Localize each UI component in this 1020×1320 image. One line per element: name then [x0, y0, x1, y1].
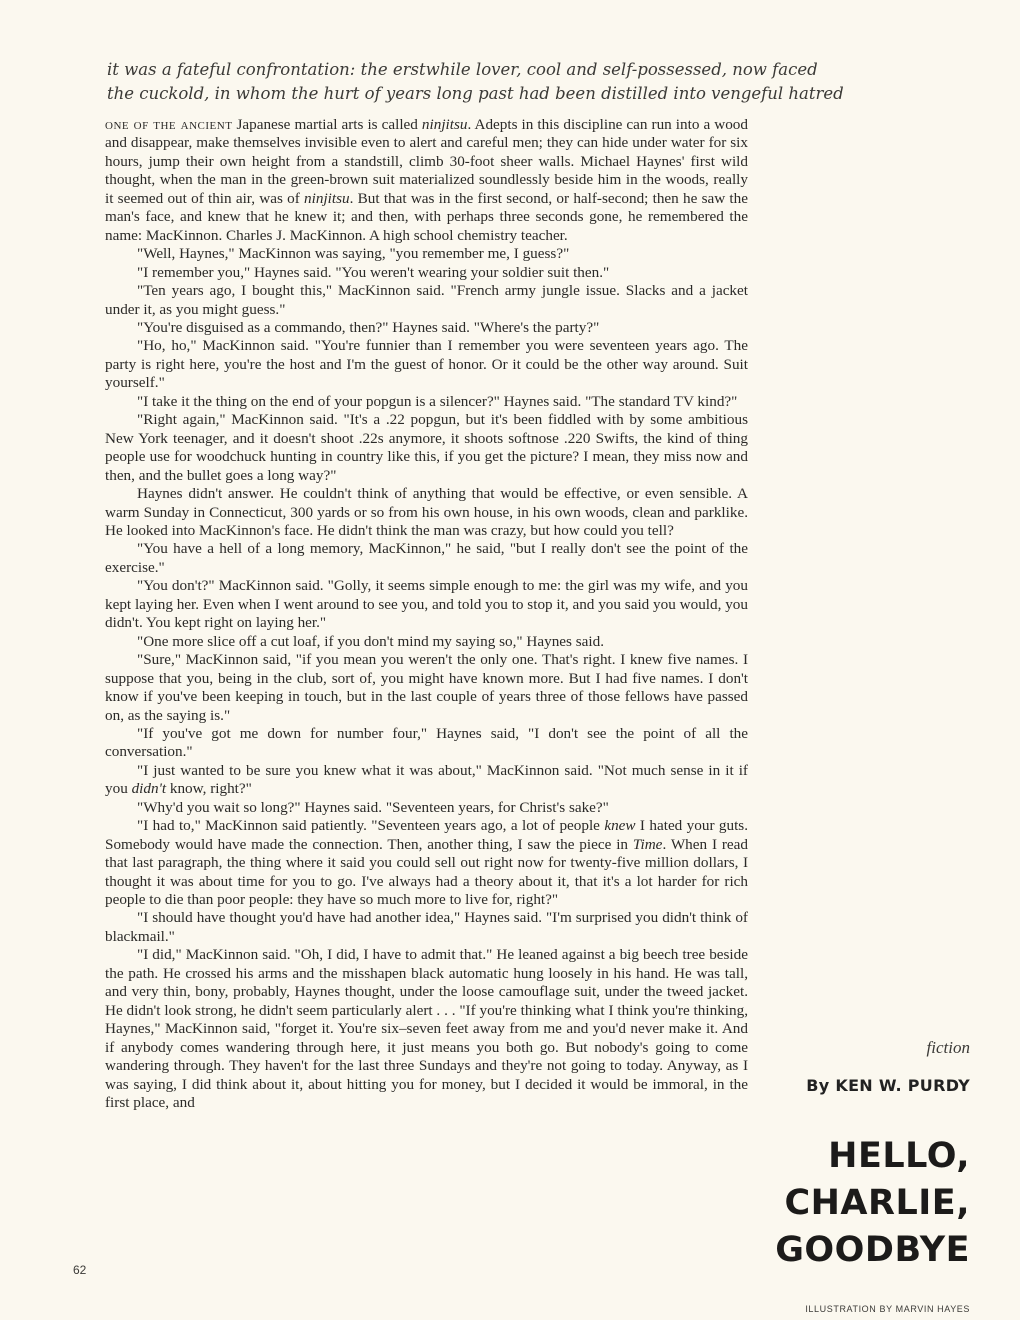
paragraph: "I remember you," Haynes said. "You weren't wearing your soldier suit then."	[137, 263, 610, 281]
paragraph	[105, 817, 748, 909]
paragraph: "You're disguised as a commando, then?" Haynes said. "Where's the party?"	[137, 318, 600, 336]
emphasis: ninjitsu	[304, 189, 350, 207]
byline: By KEN W. PURDY	[806, 1076, 970, 1095]
story-title	[760, 1133, 970, 1274]
paragraph: "You don't?" MacKinnon said. "Golly, it seems simple enough to me: the girl was my wife, and you kept laying her. Even when I went around to see you, and told you to stop it, and you said you would, you didn't. You kept right on laying her."	[105, 577, 748, 632]
paragraph	[105, 116, 748, 245]
paragraph: "Sure," MacKinnon said, "if you mean you weren't the only one. That's right. I knew five names. I suppose that you, being in the club, sort of, you might have known more. But I had five names. I don't know if you've been keeping in touch, but in the last couple of years three of those fellows have passed on, as the saying is."	[105, 651, 748, 724]
paragraph: "Ho, ho," MacKinnon said. "You're funnier than I remember you were seventeen years ago. The party is right here, you're the host and I'm the guest of honor. Or it could be the other way around. Suit yourself."	[105, 337, 748, 392]
title-block	[760, 1030, 970, 1314]
paragraph: "If you've got me down for number four," Haynes said, "I don't see the point of all the conversation."	[105, 724, 748, 761]
text-run: "I just wanted to be sure you knew what it was about," MacKinnon said. "Not much sense in it if you	[105, 761, 748, 798]
text-run: Japanese martial arts is called	[232, 116, 422, 133]
paragraph: "I should have thought you'd have had another idea," Haynes said. "I'm surprised you didn't think of blackmail."	[105, 909, 748, 945]
text-run: "I had to," MacKinnon said patiently. "Seventeen years ago, a lot of people	[137, 817, 605, 835]
text-run: know, right?"	[166, 780, 252, 798]
emphasis: ninjitsu	[421, 116, 468, 133]
paragraph: "I did," MacKinnon said. "Oh, I did, I have to admit that." He leaned against a big beech tree beside the path. He crossed his arms and the misshapen black automatic hung loosely in his hand. He was tall, and very thin, bony, probably, Haynes thought, under the loose camouflage suit, under the tweed jacket. He didn't look strong, he didn't seem particularly alert . . . "If you're thinking what I think you're thinking, Haynes," MacKinnon said, "forget it. You're six–seven feet away from me and you'd never make it. And if anybody comes wandering through here, it just means you both go. But nobody's going to come wandering through. They haven't for the last three Sundays and they're not going to today. Anyway, as I was saying, I did think about it, about hitting you for money, but I decided it would be immoral, in the first place, and	[105, 946, 748, 1112]
paragraph	[105, 762, 748, 799]
paragraph: "You have a hell of a long memory, MacKinnon," he said, "but I really don't see the point of the exercise."	[105, 540, 748, 576]
paragraph: "I take it the thing on the end of your popgun is a silencer?" Haynes said. "The standard TV kind?"	[137, 392, 738, 410]
lede-blurb	[107, 58, 844, 106]
lede-line: the cuckold, in whom the hurt of years long past had been distilled into vengeful hatred	[107, 84, 844, 103]
title-line: CHARLIE,	[784, 1183, 970, 1223]
paragraph: "Ten years ago, I bought this," MacKinnon said. "French army jungle issue. Slacks and a jacket under it, as you might guess."	[105, 282, 748, 318]
lede-line: it was a fateful confrontation: the erstwhile lover, cool and self-possessed, now faced	[107, 60, 818, 79]
page-number: 62	[73, 1263, 87, 1277]
title-line: HELLO,	[828, 1136, 970, 1176]
opening-words: one of the ancient	[105, 116, 233, 133]
text-run: . Adepts in this discipline can run into a wood and disappear, make themselves invisible even to alert and careful men; they can hide under water for six hours, jump their own height from a standstill, climb 30-foot sheer walls. Michael Haynes' first wild thought, when the man in the green-brown suit materialized soundlessly beside him in the woods, really it seemed out of thin air, was of	[105, 116, 748, 207]
title-line: GOODBYE	[775, 1230, 970, 1270]
paragraph: "Well, Haynes," MacKinnon was saying, "you remember me, I guess?"	[137, 245, 570, 263]
paragraph: "Why'd you wait so long?" Haynes said. "Seventeen years, for Christ's sake?"	[137, 798, 609, 816]
text-run: . But that was in the first second, or half-second; then he saw the man's face, and knew that he knew it; and then, with perhaps three seconds gone, he remembered the name: MacKinnon. Charles J. MacKinnon. A high school chemistry teacher.	[105, 189, 748, 244]
article-body	[105, 116, 748, 1112]
paragraph: "Right again," MacKinnon said. "It's a .22 popgun, but it's been fiddled with by some ambitious New York teenager, and it doesn't shoot .22s anymore, it shoots softnose .220 Swifts, the kind of thing people use for woodchuck hunting in country like this, if you get the picture? I mean, they miss now and then, and the bullet goes a long way?"	[105, 411, 748, 484]
emphasis: knew	[604, 817, 636, 835]
text-run: . When I read that last paragraph, the thing where it said you could sell out right now for twenty-five million dollars, I thought it was about time for you to go. I've always had a theory about it, that it's a lot harder for rich people to die than poor people: they have so much more to live for, right?"	[105, 835, 748, 909]
emphasis: Time	[632, 835, 663, 853]
paragraph: Haynes didn't answer. He couldn't think of anything that would be effective, or even sensible. A warm Sunday in Connecticut, 300 yards or so from his own house, in his own woods, clean and parklike. He looked into MacKinnon's face. He didn't think the man was crazy, but how could you tell?	[105, 485, 748, 539]
section-kicker: fiction	[926, 1038, 970, 1057]
text-run: I hated your guts. Somebody would have made the connection. Then, another thing, I saw the piece in	[105, 817, 749, 853]
illustration-credit: ILLUSTRATION BY MARVIN HAYES	[805, 1304, 970, 1314]
emphasis: didn't	[131, 780, 167, 798]
paragraph: "One more slice off a cut loaf, if you don't mind my saying so," Haynes said.	[137, 632, 605, 650]
